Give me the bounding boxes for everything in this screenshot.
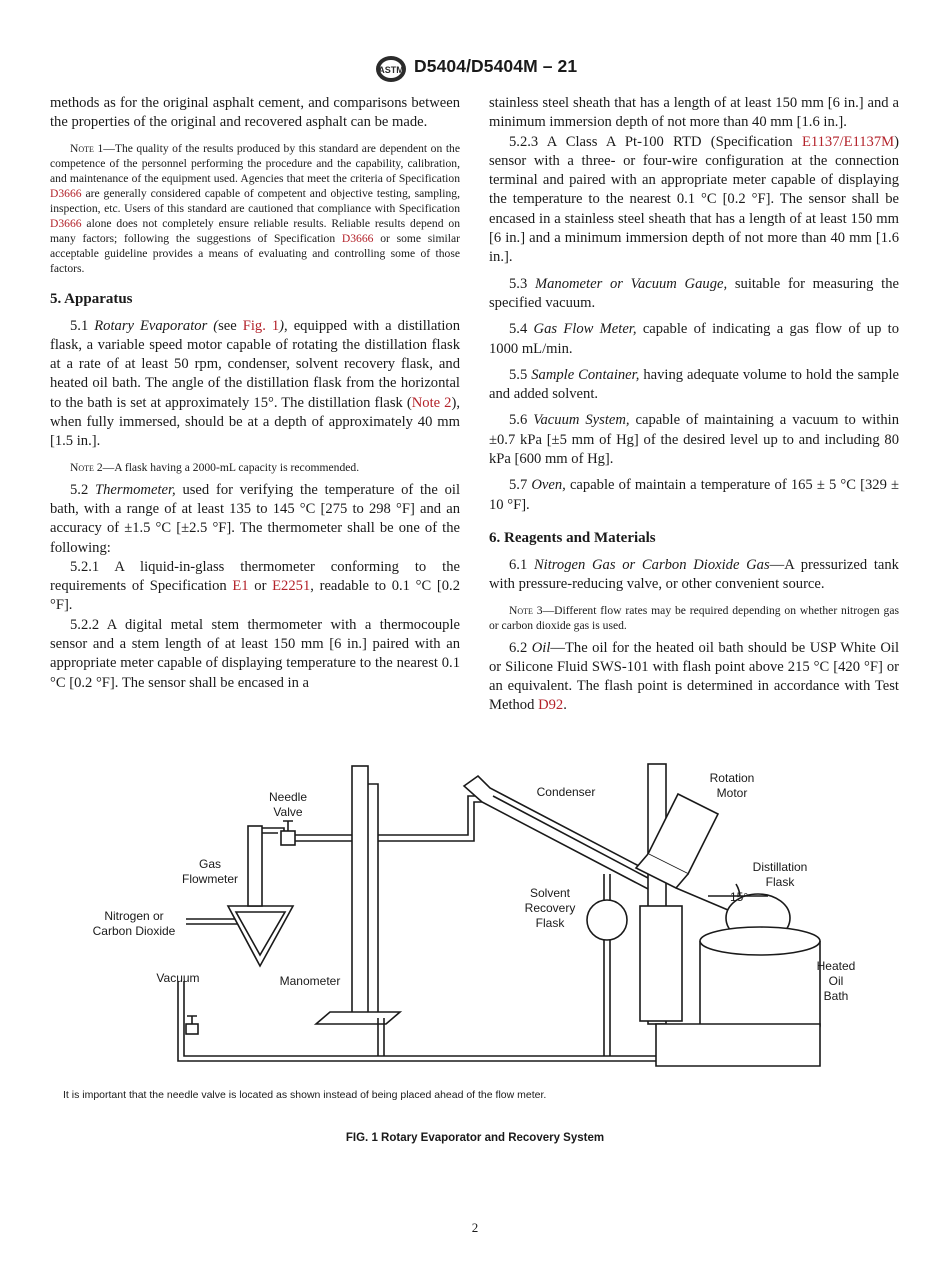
paragraph-5-4	[489, 320, 899, 359]
label-gas-flowmeter: Flowmeter	[181, 872, 239, 886]
oil-bath-top	[700, 927, 820, 955]
paragraph-6-1	[489, 556, 899, 595]
ref-fig-1[interactable]: Fig. 1	[242, 317, 280, 334]
flask-shaft	[676, 888, 728, 910]
para-text: .	[563, 697, 567, 714]
label-manometer: Manometer	[279, 974, 341, 988]
label-nitrogen: Nitrogen or	[104, 909, 164, 923]
flask-neck	[604, 874, 610, 902]
vacuum-line-top	[378, 796, 484, 841]
needle-valve	[281, 831, 295, 845]
para-text: ), when fully immersed, should be at a depth of approximately 40 mm [1.5 in.].	[50, 394, 460, 450]
para-text: , equipped with a distillation flask, a variable speed motor capable of rotating the distillation flask at a rate of at least 50 rpm, condenser, solvent recovery flask, and heated oil bath. The angle of the distillation flask from the horizontal to the bath is set at approximately 15°. The distillation flask (	[50, 317, 461, 411]
ref-d3666[interactable]: D3666	[50, 186, 82, 200]
label-oil-bath: Heated	[816, 959, 856, 973]
flowmeter-tube	[248, 826, 262, 906]
label-solvent-flask: Recovery	[524, 901, 576, 915]
vacuum-valve	[186, 1024, 198, 1034]
ref-e1[interactable]: E1	[232, 578, 249, 595]
logo-text: ASTM	[378, 65, 404, 75]
ref-e2251[interactable]: E2251	[272, 578, 311, 595]
figure-caption: FIG. 1 Rotary Evaporator and Recovery System	[345, 1132, 605, 1144]
para-num: 5.1	[70, 317, 95, 334]
para-text: 5.2.1 A liquid-in-glass thermometer conforming to the requirements of Specification	[50, 558, 460, 595]
vacuum-line-bottom	[178, 981, 656, 1061]
para-title: Gas Flow Meter,	[533, 321, 637, 338]
para-title: Oven,	[531, 477, 566, 494]
label-nitrogen: Carbon Dioxide	[92, 924, 176, 938]
label-oil-bath: Oil	[828, 974, 844, 988]
label-rotation-motor: Motor	[716, 786, 748, 800]
label-oil-bath: Bath	[823, 989, 849, 1003]
label-vacuum: Vacuum	[156, 971, 200, 985]
paragraph-5-5	[489, 366, 899, 405]
ref-e1137[interactable]: E1137/E1137M	[801, 133, 895, 150]
note-3-text: —Different flow rates may be required depending on whether nitrogen gas or carbon dioxide gas is used.	[489, 603, 899, 632]
note-1	[50, 141, 460, 276]
para-num: 5.3	[509, 275, 535, 292]
paragraph-5-1	[50, 317, 460, 452]
para-text: used for verifying the temperature of the oil bath, with a range of at least 135 to 145 °C [275 to 298 °F] and an accuracy of ±1.5 °C [±2.5 °F]. The thermometer shall be one of the following:	[50, 481, 460, 556]
paragraph-5-2	[50, 481, 460, 558]
para-text: having adequate volume to hold the sample and added solvent.	[489, 366, 899, 403]
paragraph-5-3	[489, 275, 899, 314]
para-text: ) sensor with a three- or four-wire configuration at the connection terminal and paired with an appropriate meter capable of displaying the temperature to the nearest 0.1 °C [0.2 °F]. The sensor shall be encased in a stainless steel sheath that has a length of at least 150 mm [6 in.] and a minimum immersion depth of not more than 40 mm [1.6 in.].	[489, 133, 899, 266]
para-num: 5.4	[509, 321, 534, 338]
para-title: Manometer or Vacuum Gauge,	[534, 275, 728, 292]
paragraph-5-7	[489, 476, 899, 515]
para-text: see	[218, 317, 243, 334]
note-1-text: alone does not completely ensure reliable results. Reliable results depend on many factors; following the suggestions of Specification	[50, 216, 460, 245]
ref-d3666[interactable]: D3666	[341, 231, 374, 245]
para-text: suitable for measuring the specified vacuum.	[489, 275, 900, 311]
motor-support	[640, 906, 682, 1021]
solvent-flask	[587, 900, 627, 940]
para-title: Vacuum System,	[533, 412, 630, 429]
note-2	[50, 460, 460, 475]
para-num: 6.1	[509, 556, 534, 573]
paragraph-5-2-1	[50, 558, 460, 616]
label-angle: 15°	[730, 890, 749, 904]
para-title: Thermometer,	[95, 481, 176, 498]
paragraph-5-6	[489, 411, 899, 469]
label-gas-flowmeter: Gas	[198, 857, 222, 871]
para-num: 5.5	[509, 366, 532, 383]
para-title: Nitrogen Gas or Carbon Dioxide Gas	[533, 556, 770, 573]
condenser-inner	[493, 796, 648, 878]
para-title: )	[279, 317, 285, 334]
page-number: 2	[471, 1220, 479, 1235]
manometer-tube	[352, 766, 368, 1016]
para-text: capable of maintaining a vacuum to within ±0.7 kPa [±5 mm of Hg] of the desired level up to and including 80 kPa [600 mm of Hg].	[489, 412, 899, 468]
para-text: , readable to 0.1 °C [0.2 °F].	[50, 578, 460, 614]
figure-1	[88, 756, 888, 1086]
label-distillation-flask: Distillation	[752, 860, 808, 874]
para-text: capable of maintain a temperature of 165 ± 5 °C [329 ± 10 °F].	[489, 477, 900, 513]
rotary-evaporator-diagram	[88, 756, 888, 1086]
paragraph-5-2-2-continued: stainless steel sheath that has a length of at least 150 mm [6 in.] and a minimum immersion depth of not more than 40 mm [1.6 in.].	[489, 95, 899, 131]
label-needle-valve: Valve	[273, 805, 303, 819]
label-needle-valve: Needle	[268, 790, 308, 804]
ref-d3666[interactable]: D3666	[50, 216, 82, 230]
para-title: Oil	[531, 639, 551, 656]
manometer-base	[316, 1012, 400, 1024]
para-title: Sample Container,	[531, 366, 640, 383]
label-solvent-flask: Solvent	[529, 886, 571, 900]
note-3	[489, 603, 899, 633]
astm-logo-icon	[374, 54, 408, 84]
para-text: or	[248, 578, 273, 595]
paragraph-5-2-3	[489, 133, 899, 268]
label-rotation-motor: Rotation	[709, 771, 755, 785]
standard-designation: D5404/D5404M – 21	[414, 56, 578, 76]
label-solvent-flask: Flask	[535, 916, 565, 930]
para-num: 5.7	[509, 477, 532, 494]
note-2-label: Note 2	[70, 460, 103, 474]
note-1-text: are generally considered capable of competent and objective testing, sampling, inspection, etc. Users of this standard are cautioned that compliance with Specification	[50, 186, 460, 215]
note-2-text: —A flask having a 2000-mL capacity is recommended.	[102, 460, 360, 474]
note-1-label: Note 1	[70, 141, 104, 155]
figure-note: It is important that the needle valve is located as shown instead of being placed ahead of the flow meter.	[63, 1089, 547, 1101]
intro-paragraph: methods as for the original asphalt cement, and comparisons between the properties of the original and recovered asphalt can be made.	[50, 95, 460, 131]
note-1-text: or some similar acceptable guideline provides a means of evaluating and controlling some of those factors.	[50, 231, 461, 275]
section-5-heading: 5. Apparatus	[50, 290, 133, 307]
left-column	[50, 94, 460, 693]
label-condenser: Condenser	[536, 785, 596, 799]
label-distillation-flask: Flask	[765, 875, 795, 889]
para-num: 5.6	[509, 412, 534, 429]
ref-d92[interactable]: D92	[538, 697, 564, 714]
flask-connection	[604, 940, 610, 1056]
valve-line	[295, 835, 353, 841]
manometer-backing	[368, 784, 378, 1018]
para-text: —A pressurized tank with pressure-reducing valve, or other convenient source.	[489, 556, 899, 593]
para-text: —The oil for the heated oil bath should be USP White Oil or Silicone Fluid SWS-101 with flash point above 215 °C [420 °F] or an equivalent. The flash point is determined in accordance with Test Method	[489, 639, 900, 714]
para-num: 6.2	[509, 639, 532, 656]
page-header	[0, 52, 950, 86]
ref-note-2[interactable]: Note 2	[411, 394, 452, 411]
right-column	[489, 94, 899, 716]
para-num: 5.2	[70, 481, 96, 498]
para-text: 5.2.3 A Class A Pt-100 RTD (Specification	[509, 133, 802, 150]
paragraph-6-2	[489, 639, 899, 716]
vacuum-valve-stem	[187, 1016, 197, 1024]
para-title: Rotary Evaporator (	[94, 317, 219, 334]
paragraph-5-2-2: 5.2.2 A digital metal stem thermometer with a thermocouple sensor and a stem length of at least 150 mm [6 in.] paired with an appropriate meter capable of displaying temperature to the nearest 0.1 °C [0.2 °F]. The sensor shall be encased in a	[50, 616, 460, 691]
note-1-text: —The quality of the results produced by this standard are dependent on the competence of the personnel performing the procedure and the capability, calibration, and maintenance of the equipment used. Agencies that meet the criteria of Specification	[50, 141, 460, 185]
base-platform	[656, 1024, 820, 1066]
section-6-heading: 6. Reagents and Materials	[489, 529, 656, 546]
para-text: capable of indicating a gas flow of up to 1000 mL/min.	[489, 321, 900, 357]
note-3-label: Note 3	[509, 603, 543, 617]
